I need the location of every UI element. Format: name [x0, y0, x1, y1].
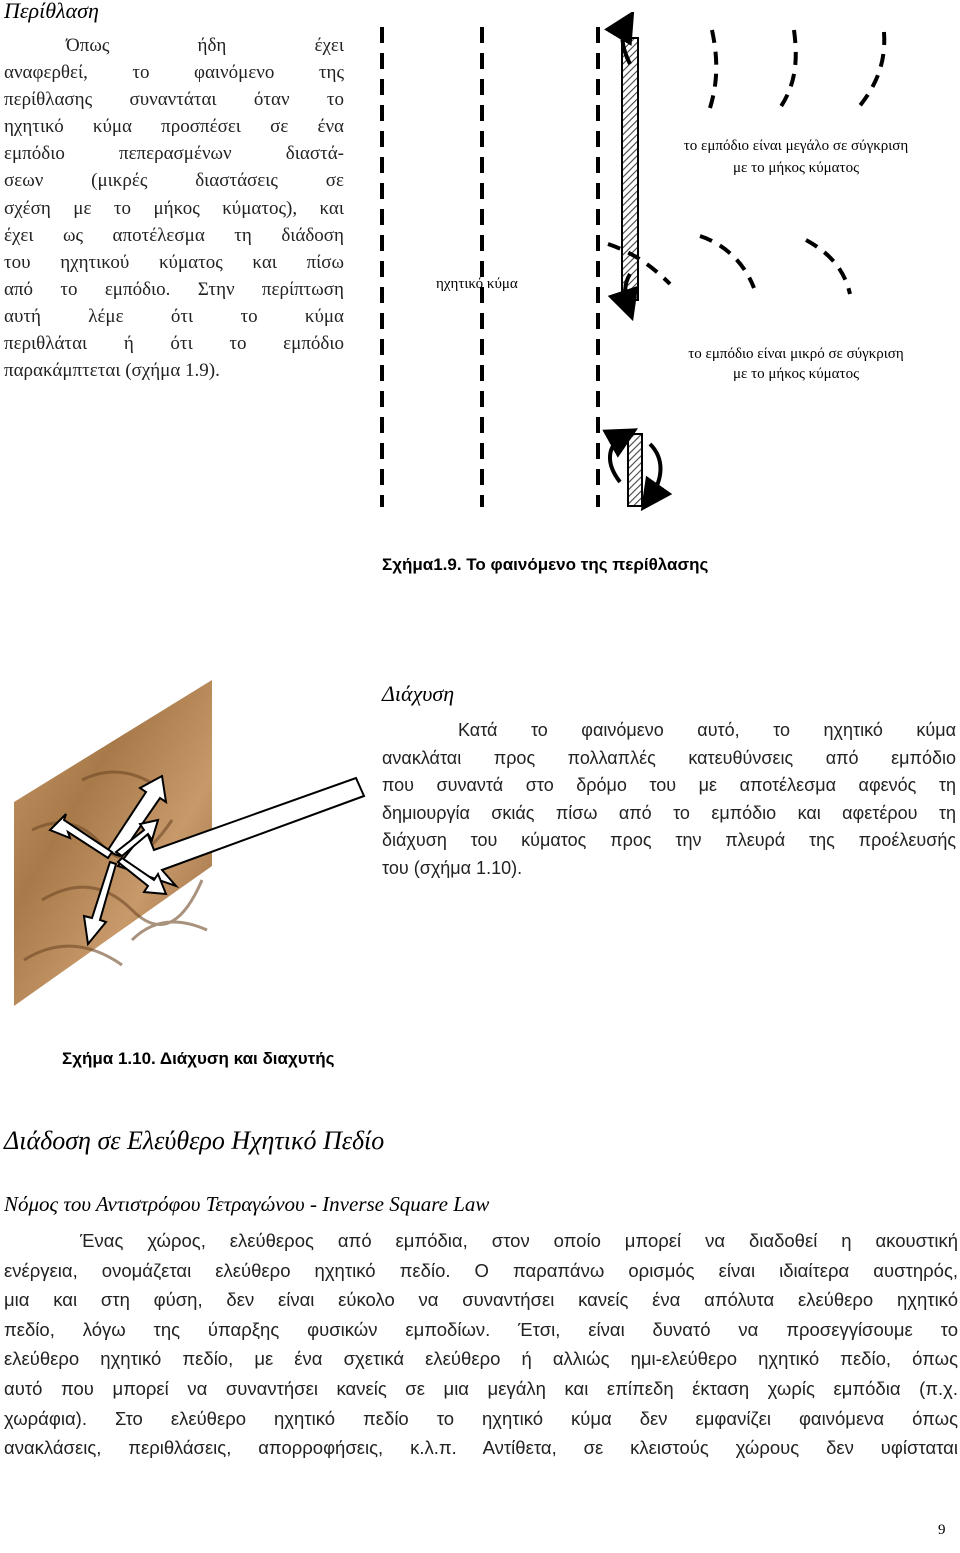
diffraction-arrow [610, 436, 624, 482]
text-line: διάχυση του κύματος προς την πλευρά της προέλευσής [382, 830, 956, 851]
text-line: παρακάμπτεται (σχήμα 1.9). [4, 360, 220, 382]
text-line: αυτό που μπορεί να συναντήσει κανείς σε μια μεγάλη και επίπεδη έκταση χωρίς εμπόδια (π.χ. [4, 1377, 958, 1399]
diffraction-diagram [370, 12, 930, 518]
text-line: ηχητικό κύμα προσπέσει σε ένα [4, 116, 344, 138]
text-line: ελεύθερο ηχητικό πεδίο, με ένα σχετικά ελεύθερο ή αλλιώς ημι-ελεύθερο ηχητικό πεδίο, όπως [4, 1348, 958, 1370]
text-line: από το εμπόδιο. Στην περίπτωση [4, 278, 344, 300]
text-line: του (σχήμα 1.10). [382, 857, 523, 878]
label-sound-wave: ηχητικό κύμα [436, 276, 518, 292]
text-line: ενέργεια, ονομάζεται ελεύθερο ηχητικό πεδίο. Ο παραπάνω ορισμός είναι ιδιαίτερα αυστηρός, [4, 1259, 958, 1281]
text-line: που συναντά στο δρόμο του με αποτέλεσμα αφενός τη [382, 775, 956, 796]
text-line: Κατά το φαινόμενο αυτό, το ηχητικό κύμα [458, 720, 956, 740]
label-large-obstacle-2: με το μήκος κύματος [732, 160, 860, 176]
diffraction-arrow [650, 444, 661, 498]
text-line: αναφερθεί, το φαινόμενο της [4, 62, 344, 84]
text-line: χωράφια). Στο ελεύθερο ηχητικό πεδίο το ηχητικό κύμα δεν εμφανίζει φαινόμενα όπως [4, 1407, 958, 1429]
shadow-wavefront [858, 32, 884, 108]
diffraction-paragraph [4, 32, 344, 384]
text-line: πεδίο, λόγω της ύπαρξης φυσικών εμποδίων. Έτσι, είναι δυνατό να προσεγγίσουμε το [4, 1318, 958, 1340]
text-line: εμπόδιο πεπερασμένων διαστά- [4, 143, 344, 165]
text-line: σεων (μικρές διαστάσεις σε [4, 170, 344, 192]
text-line: έχει ως αποτέλεσμα τη διάδοση [4, 224, 344, 246]
text-line: ανακλάται προς πολλαπλές κατευθύνσεις από εμπόδιο [382, 747, 956, 768]
shadow-wavefront [700, 236, 754, 288]
figure-caption-1-10: Σχήμα 1.10. Διάχυση και διαχυτής [62, 1049, 335, 1068]
subheading-inverse-square-law: Νόμος του Αντιστρόφου Τετραγώνου - Inverse Square Law [4, 1192, 490, 1216]
diffusion-paragraph [382, 717, 956, 883]
large-obstacle [622, 38, 638, 300]
section-heading-diffraction: Περίθλαση [4, 0, 99, 23]
text-line: δημιουργία σκιάς πίσω από το εμπόδιο και αφετέρου τη [382, 802, 956, 823]
shadow-wavefront [780, 30, 796, 108]
text-line: του ηχητικού κύματος και πίσω [4, 251, 344, 273]
text-line: σχέση με το μήκος κύματος), και [4, 197, 344, 219]
text-line: αυτή λέμε ότι το κύμα [4, 305, 344, 327]
text-line: μια και στη φύση, δεν είναι εύκολο να συναντήσει κανείς ένα απόλυτα ελεύθερο ηχητικό [4, 1289, 958, 1311]
label-large-obstacle-1: το εμπόδιο είναι μεγάλο σε σύγκριση [683, 138, 909, 154]
text-line: Όπως ήδη έχει [66, 35, 344, 56]
section-heading-free-field: Διάδοση σε Ελεύθερο Ηχητικό Πεδίο [4, 1126, 385, 1155]
shadow-wavefront [806, 240, 850, 294]
label-small-obstacle-2: με το μήκος κύματος [732, 366, 860, 382]
free-field-paragraph [4, 1226, 958, 1463]
diffuser-illustration [12, 680, 372, 1010]
figure-caption-1-9: Σχήμα1.9. Το φαινόμενο της περίθλασης [382, 555, 709, 574]
text-line: Ένας χώρος, ελεύθερος από εμπόδια, στον οποίο μπορεί να διαδοθεί η ακουστική [80, 1230, 958, 1251]
text-line: περιθλάται ή ότι το εμπόδιο [4, 333, 344, 355]
small-obstacle [628, 434, 642, 506]
text-line: ανακλάσεις, περιθλάσεις, απορροφήσεις, κ.λ.π. Αντίθετα, σε κλειστούς χώρους δεν υφίσταται [4, 1437, 958, 1459]
page-number: 9 [938, 1522, 946, 1538]
label-small-obstacle-1: το εμπόδιο είναι μικρό σε σύγκριση [688, 346, 904, 362]
text-line: περίθλασης συναντάται όταν το [4, 89, 344, 111]
shadow-wavefront [710, 30, 716, 108]
section-heading-diffusion: Διάχυση [382, 681, 455, 706]
